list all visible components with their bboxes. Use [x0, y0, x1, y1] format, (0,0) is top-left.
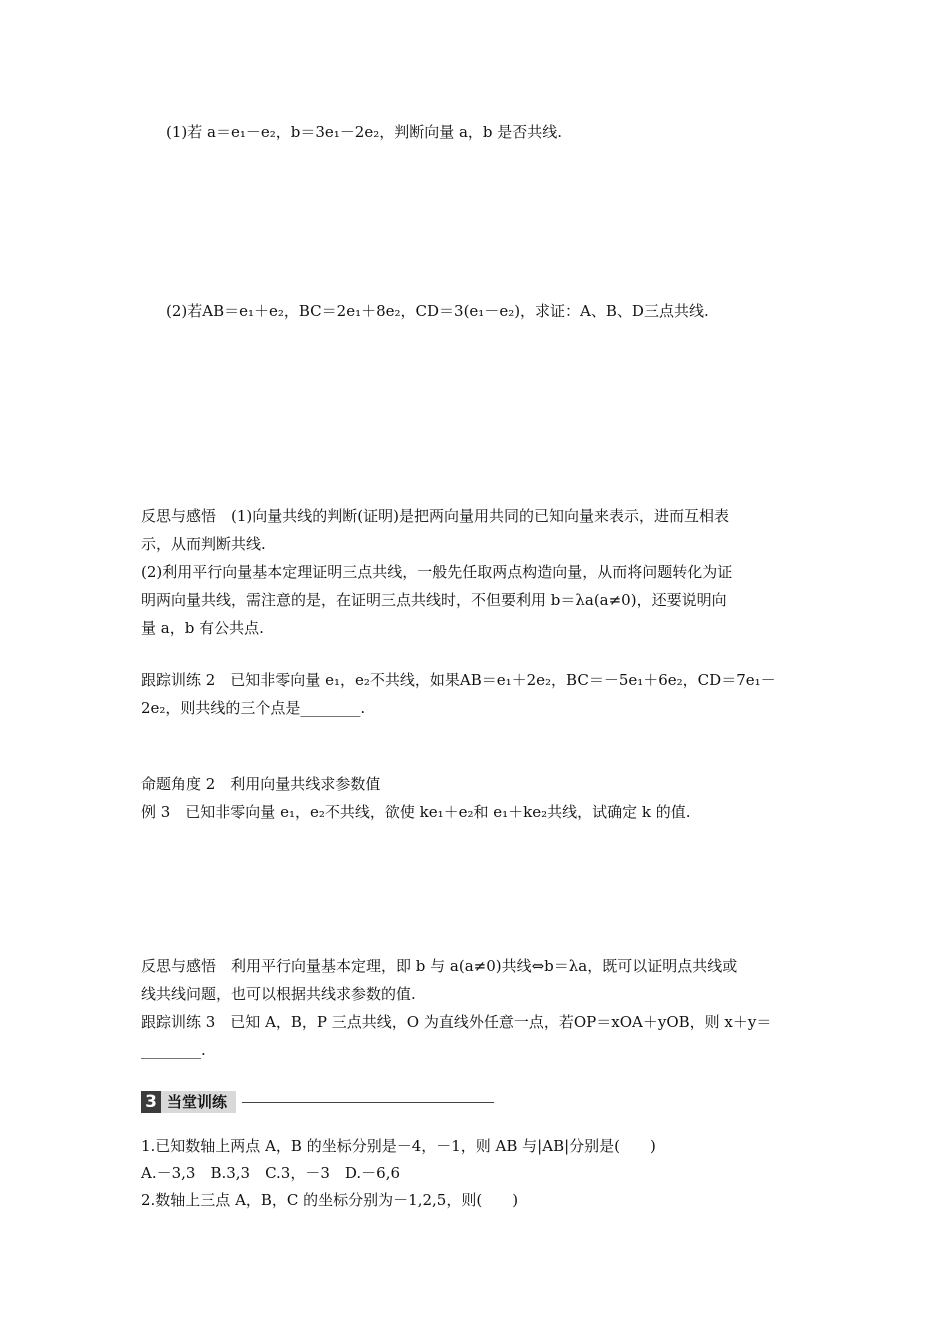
question-1: 1.已知数轴上两点 A，B 的坐标分别是－4，－1，则 AB 与|AB|分别是( ) [141, 1137, 656, 1155]
reflection-line: 量 a，b 有公共点. [141, 619, 264, 637]
question-1-options: A.－3,3 B.3,3 C.3，－3 D.－6,6 [141, 1164, 401, 1182]
proposition-angle-heading: 命题角度 2 利用向量共线求参数值 [141, 775, 381, 793]
exercise-line: 跟踪训练 2 已知非零向量 e₁，e₂不共线，如果AB＝e₁＋2e₂，BC＝－5e₁＋6e₂，CD＝7e₁－ [141, 671, 776, 689]
reflection-line: 线共线问题，也可以根据共线求参数的值. [141, 985, 416, 1003]
reflection-line: 明两向量共线，需注意的是，在证明三点共线时，不但要利用 b＝λa(a≠0)，还要说明向 [141, 591, 727, 609]
reflection-line: (2)利用平行向量基本定理证明三点共线，一般先任取两点构造向量，从而将问题转化为证 [141, 563, 733, 581]
section-header [141, 1091, 494, 1113]
question-2: 2.数轴上三点 A，B，C 的坐标分别为－1,2,5，则( ) [141, 1191, 519, 1209]
reflection-line: 示，从而判断共线. [141, 535, 266, 553]
example-3: 例 3 已知非零向量 e₁，e₂不共线，欲使 ke₁＋e₂和 e₁＋ke₂共线，试确定 k 的值. [141, 803, 691, 821]
exercise-line: 2e₂，则共线的三个点是________. [141, 699, 366, 717]
question-part-1: (1)若 a＝e₁－e₂，b＝3e₁－2e₂，判断向量 a，b 是否共线. [166, 123, 563, 141]
section-divider [242, 1102, 494, 1103]
exercise-line: ________. [141, 1041, 206, 1059]
exercise-line: 跟踪训练 3 已知 A，B，P 三点共线，O 为直线外任意一点，若OP＝xOA＋yOB，则 x＋y＝ [141, 1013, 772, 1031]
section-number: 3 [141, 1091, 161, 1113]
reflection-line: 反思与感悟 (1)向量共线的判断(证明)是把两向量用共同的已知向量来表示，进而互相表 [141, 507, 729, 525]
reflection-line: 反思与感悟 利用平行向量基本定理，即 b 与 a(a≠0)共线⇔b＝λa，既可以证明点共线或 [141, 957, 738, 975]
question-part-2: (2)若AB＝e₁＋e₂，BC＝2e₁＋8e₂，CD＝3(e₁－e₂)，求证：A、B、D三点共线. [166, 302, 709, 320]
section-title: 当堂训练 [161, 1091, 236, 1113]
